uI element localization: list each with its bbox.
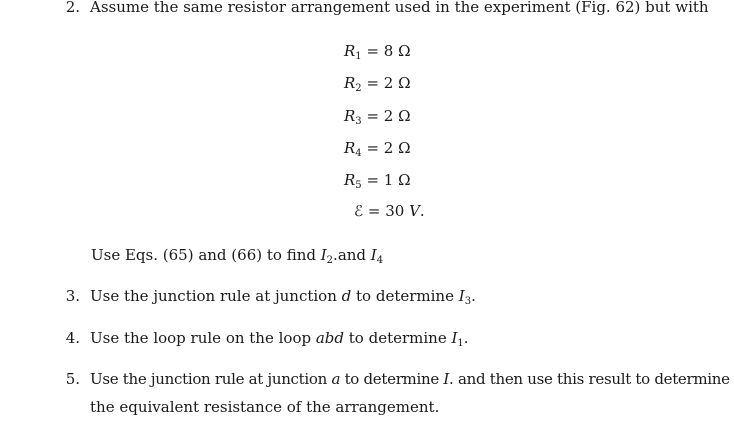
item-5-result: I	[443, 370, 450, 388]
sub-r5: 5	[355, 180, 362, 191]
item-5-junction: a	[331, 370, 341, 388]
value-r5: = 1 Ω	[361, 171, 411, 189]
value-r4: = 2 Ω	[361, 139, 411, 157]
equation-r5	[344, 171, 411, 189]
use-eqs-var2: I	[370, 246, 377, 264]
use-eqs-sub2: 4	[376, 255, 384, 266]
use-eqs-sub1: 2	[326, 255, 334, 266]
item-number-3: 3.	[65, 287, 80, 305]
item-number-2: 2.	[65, 0, 80, 16]
sub-r1: 1	[355, 51, 362, 62]
item-5-line-1	[90, 370, 730, 388]
value-emf: = 30	[363, 202, 410, 220]
item-3-text	[90, 287, 476, 305]
use-eqs-text: Use Eqs. (65) and (66) to find	[91, 246, 321, 264]
symbol-emf: ℰ	[354, 202, 364, 220]
value-r1: = 8 Ω	[361, 42, 411, 60]
symbol-r2: R	[344, 74, 356, 92]
equation-emf	[354, 202, 425, 220]
item-5-line-2: the equivalent resistance of the arrangement.	[90, 398, 440, 416]
item-3-text-b: to determine	[351, 287, 459, 305]
sub-r4: 4	[355, 148, 362, 159]
sub-r3: 3	[355, 116, 362, 127]
unit-emf: V	[409, 202, 420, 220]
item-3-result: I	[458, 287, 465, 305]
item-5-text-a: Use the junction rule at junction	[90, 370, 332, 388]
item-5-text-c: . and then use this result to determine	[449, 370, 730, 388]
use-eqs-line	[91, 246, 383, 264]
item-3-result-sub: 3	[464, 296, 472, 307]
item-3-text-a: Use the junction rule at junction	[90, 287, 342, 305]
sub-r2: 2	[355, 83, 362, 94]
value-r2: = 2 Ω	[361, 74, 411, 92]
item-4-result-sub: 1	[457, 338, 464, 349]
item-4-text-a: Use the loop rule on the loop	[90, 329, 316, 347]
equation-r4	[344, 139, 411, 157]
item-3-text-c: .	[471, 287, 476, 305]
use-eqs-var1: I	[320, 246, 327, 264]
symbol-r5: R	[344, 171, 356, 189]
item-3-junction: d	[341, 287, 352, 305]
symbol-r1: R	[344, 42, 356, 60]
item-4-text-b: to determine	[344, 329, 452, 347]
item-4-text-c: .	[463, 329, 469, 347]
value-r3: = 2 Ω	[361, 107, 411, 125]
symbol-r4: R	[344, 139, 356, 157]
item-4-result: I	[451, 329, 458, 347]
item-4-text	[90, 329, 469, 347]
item-2-text: Assume the same resistor arrangement used in the experiment (Fig. 62) but with	[90, 0, 709, 16]
equation-r2	[344, 74, 411, 92]
item-4-loop: abd	[315, 329, 344, 347]
item-number-5: 5.	[65, 370, 80, 388]
symbol-r3: R	[344, 107, 356, 125]
equation-r3	[344, 107, 411, 125]
equation-r1	[344, 42, 411, 60]
use-eqs-mid: .and	[333, 246, 371, 264]
tail-emf: .	[419, 202, 425, 220]
item-5-text-b: to determine	[340, 370, 444, 388]
item-number-4: 4.	[65, 329, 80, 347]
